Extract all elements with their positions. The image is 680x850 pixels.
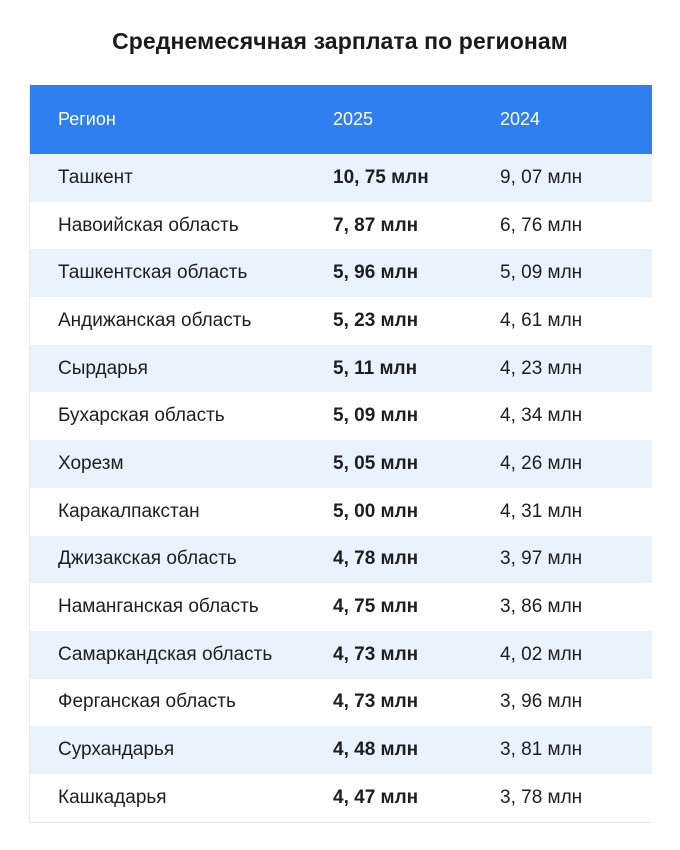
salary-2024-cell: 4, 61 млн (500, 309, 583, 331)
region-cell: Сурхандарья (58, 739, 175, 761)
table-row (30, 392, 652, 440)
table-row (30, 345, 652, 393)
region-cell: Ташкент (58, 166, 133, 188)
salary-2025-cell: 4, 73 млн (333, 691, 419, 713)
region-cell: Ташкентская область (58, 262, 248, 284)
column-header-2025: 2025 (333, 109, 374, 129)
salary-2024-cell: 5, 09 млн (500, 262, 583, 284)
salary-2025-cell: 5, 23 млн (333, 309, 419, 331)
salary-2024-cell: 6, 76 млн (500, 214, 583, 236)
table-body (30, 154, 652, 822)
table-row (30, 249, 652, 297)
salary-2024-cell: 4, 26 млн (500, 452, 583, 474)
table-row (30, 631, 652, 679)
salary-2024-cell: 3, 78 млн (500, 786, 583, 808)
region-cell: Навоийская область (58, 214, 239, 236)
salary-2024-cell: 3, 86 млн (500, 596, 583, 618)
salary-2024-cell: 4, 31 млн (500, 500, 583, 522)
table-row (30, 297, 652, 345)
salary-2025-cell: 5, 96 млн (333, 262, 419, 284)
region-cell: Андижанская область (58, 309, 252, 331)
table-row (30, 774, 652, 822)
table-row (30, 154, 652, 202)
page-title: Среднемесячная зарплата по регионам (112, 28, 568, 54)
region-cell: Сырдарья (58, 357, 148, 379)
column-header-region: Регион (58, 109, 116, 129)
salary-2024-cell: 4, 02 млн (500, 643, 583, 665)
salary-2025-cell: 5, 00 млн (333, 500, 419, 522)
region-cell: Хорезм (58, 452, 124, 474)
salary-2025-cell: 5, 11 млн (333, 357, 418, 379)
salary-2025-cell: 4, 78 млн (333, 548, 419, 570)
table-row (30, 488, 652, 536)
table-row (30, 202, 652, 250)
table-header-row (30, 85, 652, 154)
region-cell: Наманганская область (58, 596, 259, 618)
salary-2025-cell: 4, 73 млн (333, 643, 419, 665)
column-header-2024: 2024 (500, 109, 541, 129)
region-cell: Ферганская область (58, 691, 236, 713)
region-cell: Бухарская область (58, 405, 225, 427)
region-cell: Каракалпакстан (58, 500, 200, 522)
region-cell: Самаркандская область (58, 643, 273, 665)
salary-2025-cell: 5, 05 млн (333, 452, 419, 474)
salary-2024-cell: 3, 96 млн (500, 691, 583, 713)
salary-2024-cell: 3, 81 млн (500, 739, 583, 761)
salary-2024-cell: 4, 34 млн (500, 405, 583, 427)
salary-2024-cell: 4, 23 млн (500, 357, 583, 379)
salary-2024-cell: 3, 97 млн (500, 548, 583, 570)
table-header (30, 85, 652, 154)
salary-2025-cell: 4, 75 млн (333, 596, 419, 618)
salary-table-container (29, 85, 651, 823)
salary-2024-cell: 9, 07 млн (500, 166, 583, 188)
salary-2025-cell: 4, 48 млн (333, 739, 419, 761)
region-cell: Джизакская область (58, 548, 237, 570)
salary-table (30, 85, 652, 822)
salary-2025-cell: 5, 09 млн (333, 405, 419, 427)
salary-2025-cell: 7, 87 млн (333, 214, 419, 236)
table-row (30, 679, 652, 727)
salary-2025-cell: 4, 47 млн (333, 786, 419, 808)
table-row (30, 536, 652, 584)
salary-2025-cell: 10, 75 млн (333, 166, 429, 188)
table-row (30, 440, 652, 488)
table-row (30, 726, 652, 774)
table-row (30, 583, 652, 631)
region-cell: Кашкадарья (58, 786, 167, 808)
